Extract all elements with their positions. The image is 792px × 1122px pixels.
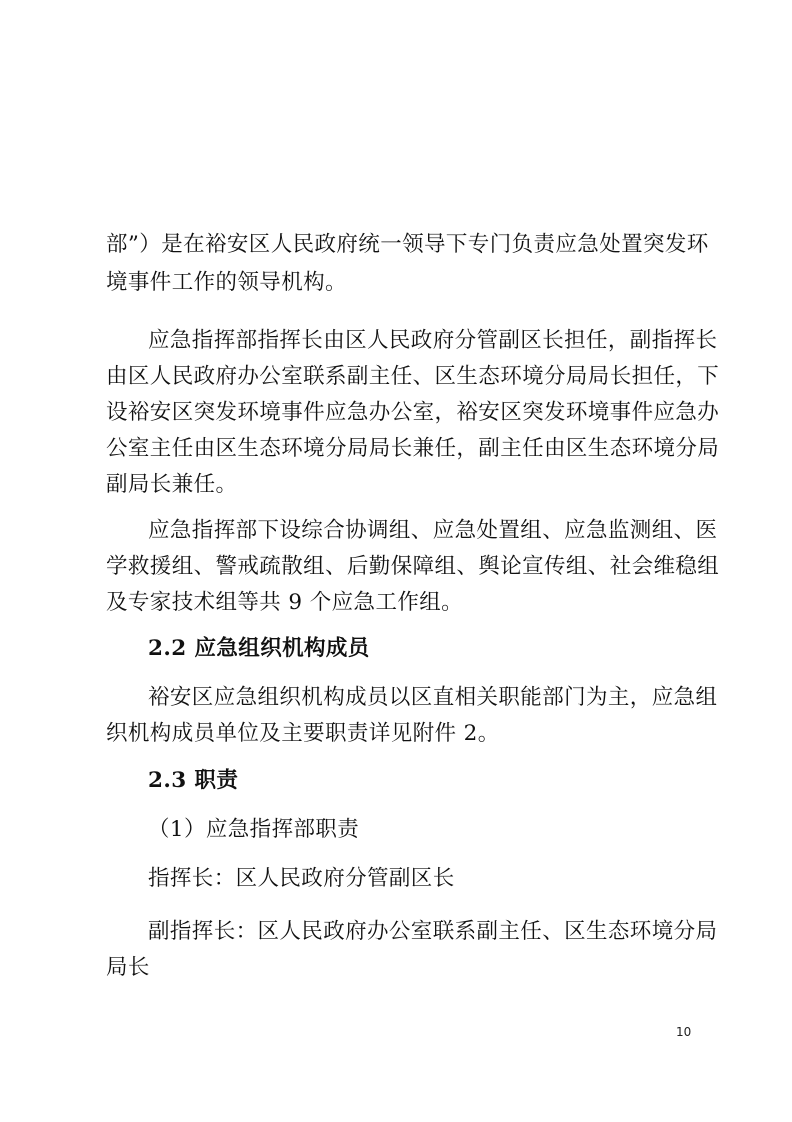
commander-line: 指挥长：区人民政府分管副区长 (148, 866, 455, 891)
paragraph-1-line-1: 部”）是在裕安区人民政府统一领导下专门负责应急处置突发环 (106, 232, 709, 257)
paragraph-3-line-2: 学救援组、警戒疏散组、后勤保障组、舆论宣传组、社会维稳组 (106, 554, 720, 579)
paragraph-2-line-1: 应急指挥部指挥长由区人民政府分管副区长担任，副指挥长 (148, 328, 718, 353)
section-heading-2-3: 2.3 职责 (148, 768, 239, 793)
deputy-commander-line-2: 局长 (106, 955, 150, 980)
page-number: 10 (676, 1025, 692, 1039)
section-heading-2-2: 2.2 应急组织机构成员 (148, 636, 370, 661)
paragraph-1-line-2: 境事件工作的领导机构。 (106, 270, 347, 295)
paragraph-2-line-5: 副局长兼任。 (106, 472, 238, 497)
paragraph-2-line-4: 公室主任由区生态环境分局局长兼任，副主任由区生态环境分局 (106, 436, 720, 461)
deputy-commander-line-1: 副指挥长：区人民政府办公室联系副主任、区生态环境分局 (148, 919, 718, 944)
paragraph-4-line-2: 织机构成员单位及主要职责详见附件 2。 (106, 721, 500, 746)
sub-item-1: （1）应急指挥部职责 (148, 817, 360, 842)
paragraph-2-line-3: 设裕安区突发环境事件应急办公室，裕安区突发环境事件应急办 (106, 400, 720, 425)
paragraph-2-line-2: 由区人民政府办公室联系副主任、区生态环境分局局长担任，下 (106, 364, 720, 389)
paragraph-3-line-1: 应急指挥部下设综合协调组、应急处置组、应急监测组、医 (148, 518, 718, 543)
paragraph-4-line-1: 裕安区应急组织机构成员以区直相关职能部门为主，应急组 (148, 685, 718, 710)
paragraph-3-line-3: 及专家技术组等共 9 个应急工作组。 (106, 590, 464, 615)
